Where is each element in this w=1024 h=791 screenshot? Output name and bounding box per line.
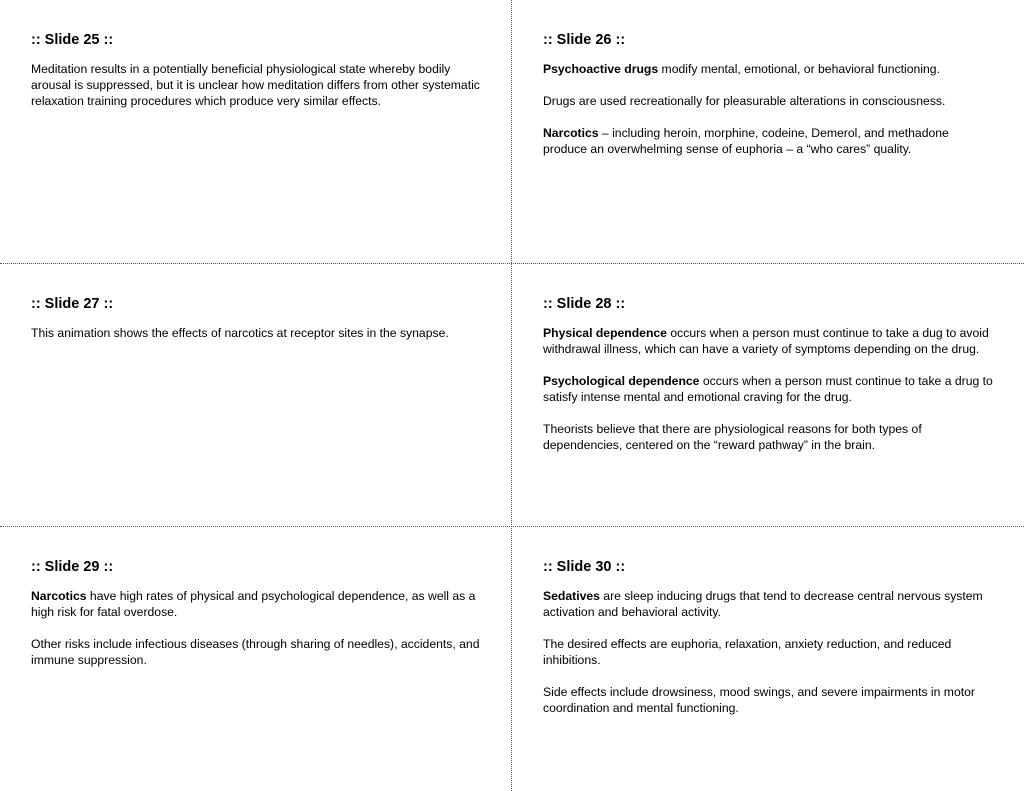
note-paragraph	[543, 61, 993, 77]
slide-notes-28	[543, 295, 993, 469]
paragraph-text: Other risks include infectious diseases (through sharing of needles), accidents, and immune suppression.	[31, 637, 480, 667]
paragraph-text: Drugs are used recreationally for pleasurable alterations in consciousness.	[543, 94, 946, 108]
note-paragraph	[31, 325, 489, 341]
paragraph-text: The desired effects are euphoria, relaxation, anxiety reduction, and reduced inhibitions.	[543, 637, 952, 667]
paragraph-text: This animation shows the effects of narcotics at receptor sites in the synapse.	[31, 326, 449, 340]
paragraph-text: are sleep inducing drugs that tend to decrease central nervous system activation and behavioral activity.	[543, 589, 983, 619]
paragraph-text: occurs when a person must continue to take a drug to satisfy intense mental and emotional craving for the drug.	[543, 374, 993, 404]
note-paragraph	[543, 588, 993, 620]
note-paragraph	[31, 636, 489, 668]
slide-notes-25	[31, 31, 489, 125]
bold-term: Sedatives	[543, 589, 600, 603]
note-paragraph	[543, 373, 993, 405]
bold-term: Physical dependence	[543, 326, 667, 340]
note-paragraph	[543, 636, 993, 668]
horizontal-divider	[0, 526, 1024, 527]
paragraph-text: modify mental, emotional, or behavioral functioning.	[658, 62, 940, 76]
slide-title: :: Slide 28 ::	[543, 296, 626, 312]
bold-term: Psychoactive drugs	[543, 62, 659, 76]
bold-term: Psychological dependence	[543, 374, 700, 388]
slide-notes-29	[31, 558, 489, 684]
bold-term: Narcotics	[543, 126, 599, 140]
slide-notes-27	[31, 295, 489, 357]
vertical-divider	[511, 0, 512, 791]
paragraph-text: Meditation results in a potentially beneficial physiological state whereby bodily arousal is suppressed, but it is unclear how meditation differs from other systematic relaxation training procedures which produce very similar effects.	[31, 62, 480, 108]
bold-term: Narcotics	[31, 589, 87, 603]
paragraph-text: Side effects include drowsiness, mood swings, and severe impairments in motor coordination and mental functioning.	[543, 685, 975, 715]
note-paragraph	[543, 125, 993, 157]
slide-title: :: Slide 27 ::	[31, 296, 114, 312]
note-paragraph	[31, 588, 489, 620]
note-paragraph	[543, 325, 993, 357]
slide-notes-30	[543, 558, 993, 732]
slide-title: :: Slide 29 ::	[31, 559, 114, 575]
note-paragraph	[543, 684, 993, 716]
slide-title: :: Slide 25 ::	[31, 32, 114, 48]
slide-notes-26	[543, 31, 993, 173]
paragraph-text: occurs when a person must continue to take a dug to avoid withdrawal illness, which can have a variety of symptoms depending on the drug.	[543, 326, 989, 356]
slide-title: :: Slide 26 ::	[543, 32, 626, 48]
note-paragraph	[31, 61, 489, 109]
paragraph-text: Theorists believe that there are physiological reasons for both types of dependencies, centered on the “reward pathway” in the brain.	[543, 422, 922, 452]
note-paragraph	[543, 421, 993, 453]
slide-title: :: Slide 30 ::	[543, 559, 626, 575]
horizontal-divider	[0, 263, 1024, 264]
paragraph-text: have high rates of physical and psychological dependence, as well as a high risk for fatal overdose.	[31, 589, 476, 619]
paragraph-text: – including heroin, morphine, codeine, Demerol, and methadone produce an overwhelming sense of euphoria – a “who cares” quality.	[543, 126, 949, 156]
note-paragraph	[543, 93, 993, 109]
